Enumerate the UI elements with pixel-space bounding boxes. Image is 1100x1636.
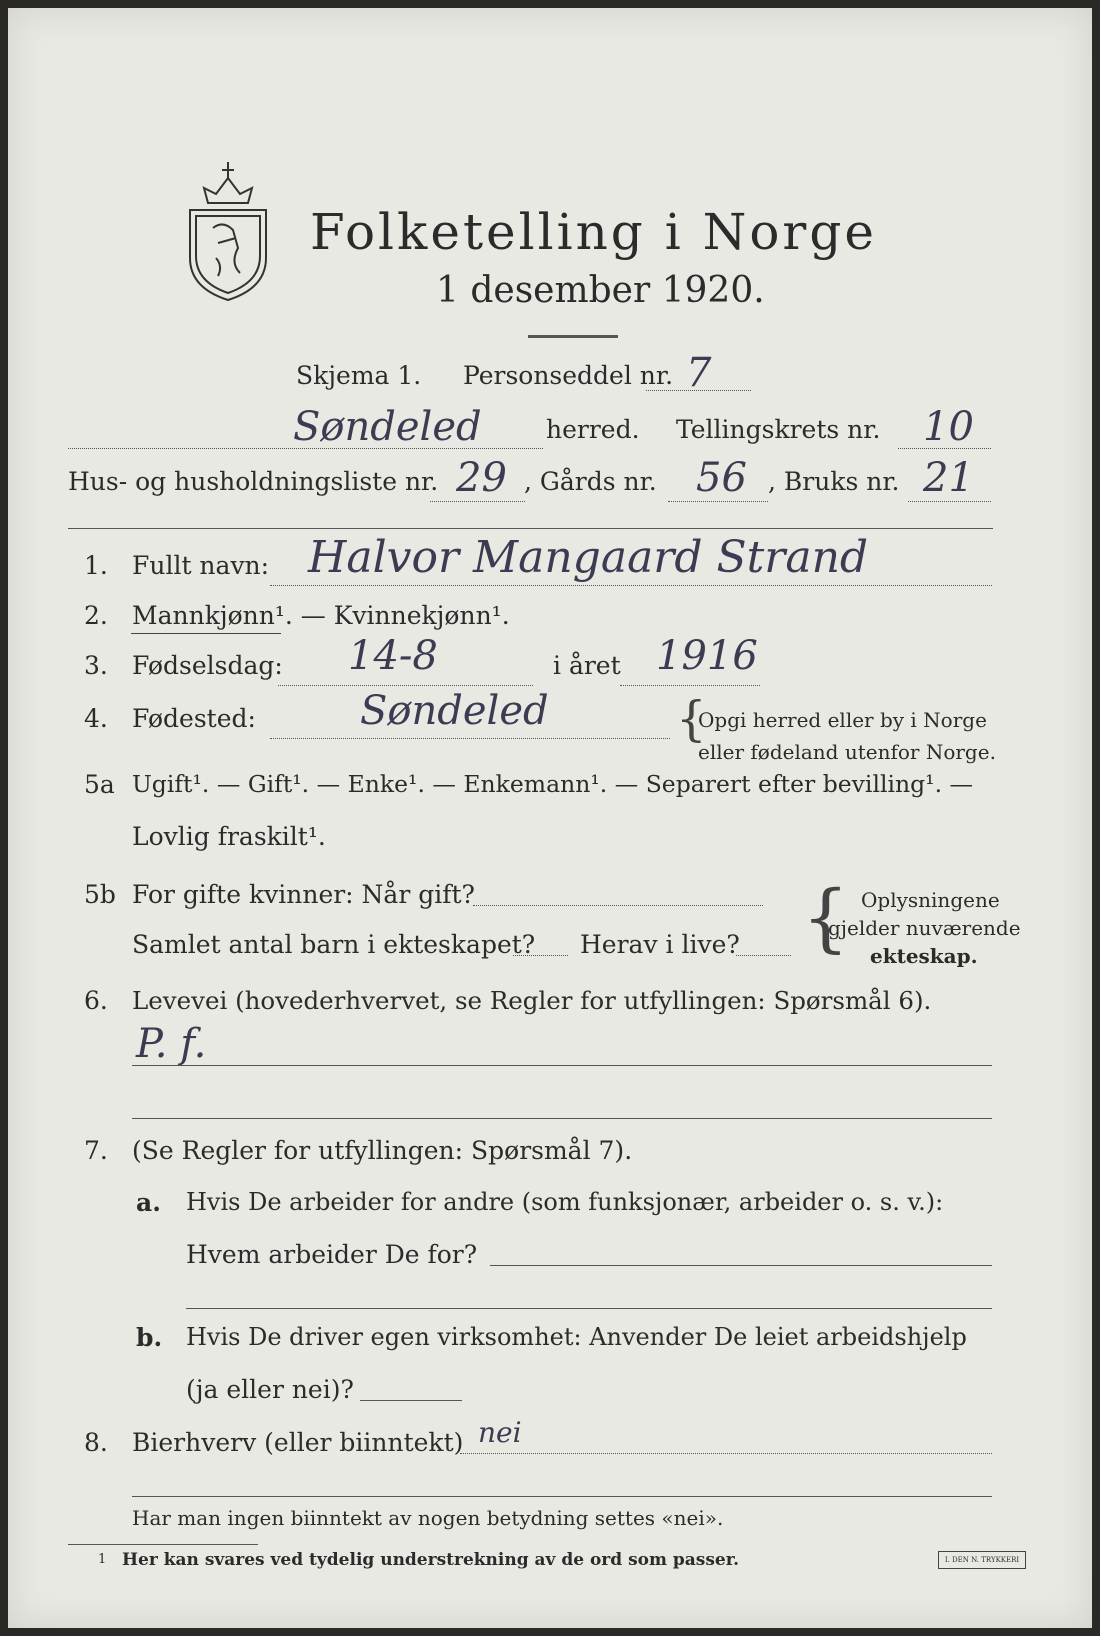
q5a-number: 5a	[84, 770, 115, 799]
children-alive-label: Herav i live?	[580, 930, 740, 959]
q4-number: 4.	[84, 704, 108, 733]
hus-label: Hus- og husholdningsliste nr.	[68, 467, 439, 496]
children-alive-field[interactable]	[736, 955, 791, 956]
full-name-field[interactable]	[270, 585, 992, 586]
herred-value: Søndeled	[293, 404, 482, 450]
gards-label: , Gårds nr.	[524, 467, 657, 496]
birthplace-field[interactable]	[270, 738, 670, 739]
occupation-line-2[interactable]	[132, 1118, 992, 1119]
children-total-label: Samlet antal barn i ekteskapet?	[132, 930, 536, 959]
year-value: 1916	[656, 633, 758, 679]
marital-options-cont: Lovlig fraskilt¹.	[132, 822, 326, 851]
footnote-text: Her kan svares ved tydelig understrekning av de ord som passer.	[122, 1550, 740, 1570]
side-income-field[interactable]	[460, 1453, 992, 1454]
q7a-employer-label: Hvem arbeider De for?	[186, 1240, 478, 1269]
q7b-letter: b.	[136, 1323, 163, 1352]
year-field[interactable]	[620, 685, 760, 686]
schema-label: Skjema 1.	[296, 361, 422, 390]
children-total-field[interactable]	[513, 955, 568, 956]
side-income-value: nei	[478, 1416, 522, 1449]
title-divider	[528, 335, 618, 338]
q6-number: 6.	[84, 986, 108, 1015]
brace-icon: {	[802, 875, 850, 961]
q5b-note-2: gjelder nuværende	[828, 916, 1021, 940]
gards-value: 56	[696, 455, 747, 501]
year-label: i året	[553, 651, 621, 680]
form-date: 1 desember 1920.	[436, 270, 765, 311]
q5b-note-1: Oplysningene	[861, 888, 1000, 912]
birthplace-value: Søndeled	[360, 688, 549, 734]
gender-options: Mannkjønn¹. — Kvinnekjønn¹.	[132, 601, 510, 630]
section-divider	[68, 528, 993, 529]
married-when-label: For gifte kvinner: Når gift?	[132, 880, 475, 909]
footnote-divider	[68, 1544, 258, 1545]
q8-number: 8.	[84, 1428, 108, 1457]
employer-field-2[interactable]	[186, 1308, 992, 1309]
census-form-page	[8, 8, 1092, 1628]
q7-label: (Se Regler for utfyllingen: Spørsmål 7).	[132, 1136, 633, 1165]
q6-label: Levevei (hovederhvervet, se Regler for utfyllingen: Spørsmål 6).	[132, 986, 932, 1015]
personseddel-label: Personseddel nr.	[463, 361, 674, 390]
q4-note-2: eller fødeland utenfor Norge.	[698, 740, 996, 764]
gards-field[interactable]	[668, 501, 768, 502]
tellingskrets-value: 10	[923, 404, 974, 450]
q4-note-1: Opgi herred eller by i Norge	[698, 708, 987, 732]
q2-number: 2.	[84, 601, 108, 630]
occupation-line-1[interactable]	[132, 1065, 992, 1066]
birthday-field[interactable]	[278, 685, 533, 686]
q3-label: Fødselsdag:	[132, 651, 283, 680]
q5b-note-3: ekteskap.	[870, 944, 978, 968]
bruks-field[interactable]	[908, 501, 991, 502]
q4-label: Fødested:	[132, 704, 256, 733]
brace-icon: {	[676, 691, 707, 747]
occupation-value: P. f.	[136, 1021, 207, 1067]
q5b-number: 5b	[84, 880, 116, 909]
birthday-value: 14-8	[348, 633, 438, 679]
norwegian-coat-of-arms-icon	[178, 148, 278, 308]
tellingskrets-label: Tellingskrets nr.	[676, 415, 881, 444]
q7b-answer-label: (ja eller nei)?	[186, 1375, 354, 1404]
hired-help-field[interactable]	[360, 1400, 462, 1401]
q1-label: Fullt navn:	[132, 551, 270, 580]
printer-stamp: I. DEN N. TRYKKERI	[938, 1551, 1026, 1569]
q7b-question: Hvis De driver egen virksomhet: Anvender De leiet arbeidshjelp	[186, 1323, 967, 1351]
footer-note: Har man ingen biinntekt av nogen betydning settes «nei».	[132, 1506, 724, 1530]
hus-field[interactable]	[430, 501, 525, 502]
q7-number: 7.	[84, 1136, 108, 1165]
full-name-value: Halvor Mangaard Strand	[308, 532, 869, 583]
q1-number: 1.	[84, 551, 108, 580]
form-title: Folketelling i Norge	[310, 203, 877, 261]
gender-underline	[131, 633, 281, 634]
q7a-letter: a.	[136, 1188, 161, 1217]
employer-field[interactable]	[490, 1265, 992, 1266]
personseddel-value: 7	[686, 350, 712, 396]
hus-value: 29	[456, 455, 507, 501]
bruks-value: 21	[923, 455, 974, 501]
married-when-field[interactable]	[473, 905, 763, 906]
q8-label: Bierhverv (eller biinntekt)	[132, 1428, 464, 1457]
herred-label: herred.	[546, 415, 640, 444]
marital-options: Ugift¹. — Gift¹. — Enke¹. — Enkemann¹. — Separert efter bevilling¹. —	[132, 770, 974, 798]
q3-number: 3.	[84, 651, 108, 680]
q7a-question: Hvis De arbeider for andre (som funksjonær, arbeider o. s. v.):	[186, 1188, 944, 1216]
footnote-number: 1	[98, 1552, 107, 1567]
side-income-line-2[interactable]	[132, 1496, 992, 1497]
bruks-label: , Bruks nr.	[768, 467, 900, 496]
